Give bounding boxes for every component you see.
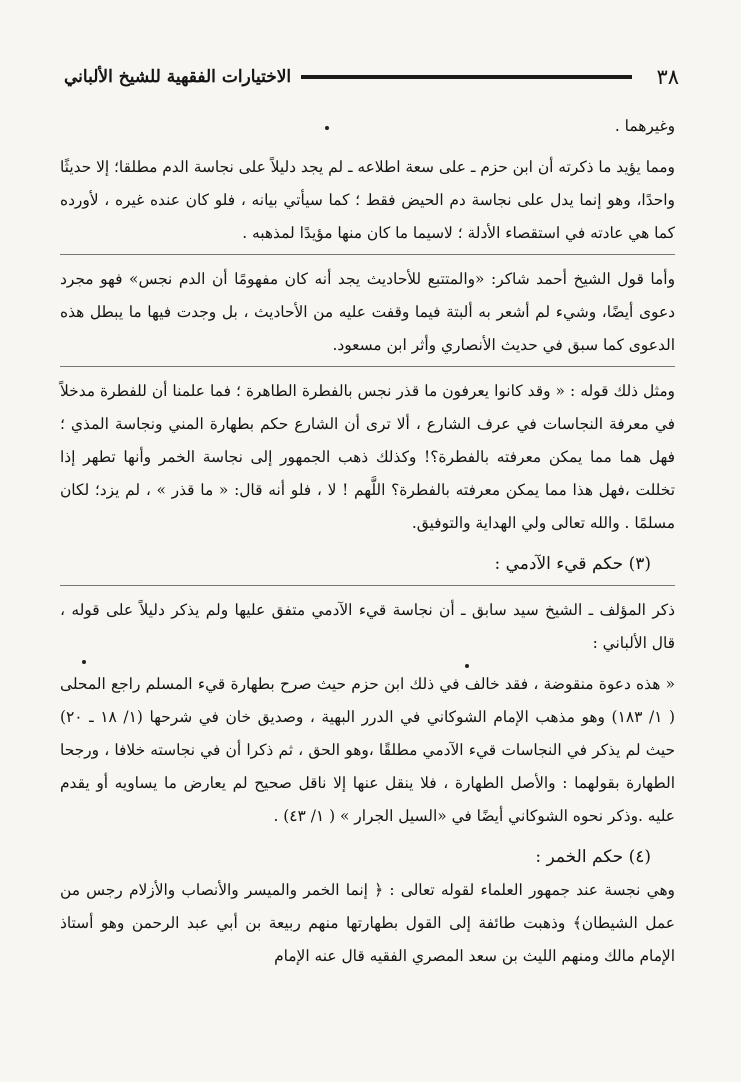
page-number: ٣٨ xyxy=(656,65,679,89)
paragraph-shakir: وأما قول الشيخ أحمد شاكر: «والمتتبع للأحاديث يجد أنه كان مفهومًا أن الدم نجس» فهو مجرد دعوى أيضًا، وشيء لم أشعر به ألبتة فيما وقفت عليه من الأحاديث ، بل وجدت فيها ما يبطل هذه الدعوى كما سبق في حديث الأنصاري وأثر ابن مسعود. xyxy=(60,270,675,354)
paragraph-albani-quote: « هذه دعوة منقوضة ، فقد خالف في ذلك ابن حزم حيث صرح بطهارة قيء المسلم راجع المحلى ( ١/ ١٨٣) وهو مذهب الإمام الشوكاني في الدرر البهية ، وصديق خان في شرحها (١/ ١٨ ـ ٢٠) حيث لم يذكر في النجاسات قيء الآدمي مطلقًا ،وهو الحق ، ثم ذكرا أن في نجاسته خلافا ، ورجحا الطهارة بقولهما : والأصل الطهارة ، فلا ينقل عنها إلا ناقل صحيح لم يعارض ما يساويه أو يقدم عليه .وذكر نحوه الشوكاني أيضًا في «السيل الجرار » ( ١/ ٤٣) . xyxy=(60,675,676,825)
separator-line xyxy=(60,254,675,255)
page-header xyxy=(64,60,679,94)
separator-line xyxy=(60,366,675,367)
section-heading-wine: (٤) حكم الخمر : xyxy=(535,847,651,867)
ink-speck xyxy=(82,660,86,664)
ink-speck xyxy=(465,664,469,668)
section-heading-vomit: (٣) حكم قيء الآدمي : xyxy=(494,554,651,574)
paragraph-wine: وهي نجسة عند جمهور العلماء لقوله تعالى : ﴿ إنما الخمر والميسر والأنصاب والأزلام رجس من عمل الشيطان﴾ وذهبت طائفة إلى القول بطهارتها منهم ربيعة بن أبي عبد الرحمن وهو أستاذ الإمام مالك ومنهم الليث بن سعد المصري الفقيه قال عنه الإمام xyxy=(60,881,675,965)
separator-line xyxy=(60,585,675,586)
running-title: الاختيارات الفقهية للشيخ الألباني xyxy=(64,67,292,87)
paragraph-ibn-hazm: ومما يؤيد ما ذكرته أن ابن حزم ـ على سعة اطلاعه ـ لم يجد دليلاً على نجاسة الدم مطلقا؛ إلا حديثًا واحدًا، وهو إنما يدل على نجاسة دم الحيض فقط ؛ كما سيأتي بيانه ، فلو كان عنده غيره ، لأورده كما هي عادته في استقصاء الأدلة ؛ لاسيما ما كان منها مؤيدًا لمذهبه . xyxy=(59,158,675,242)
page-body xyxy=(60,110,675,973)
header-rule xyxy=(301,75,632,79)
paragraph-fitra: ومثل ذلك قوله : « وقد كانوا يعرفون ما قذر نجس بالفطرة الطاهرة ؛ فما علمنا أن للفطرة مدخلاً في معرفة النجاسات في عرف الشارع ، ألا ترى أن الشارع حكم بطهارة المني ونجاسة المذي ؛ فهل هما مما يمكن معرفته بالفطرة؟! وكذلك ذهب الجمهور إلى نجاسة الخمر وأنها تطهر إذا تخللت ،فهل هذا مما يمكن معرفته بالفطرة؟ اللَّهم ! لا ، فلو أنه قال: « ما قذر » ، لم يزد؛ لكان مسلمًا . والله تعالى ولي الهداية والتوفيق. xyxy=(60,382,675,532)
paragraph-continuation: وغيرهما . xyxy=(614,117,675,135)
ink-speck xyxy=(325,126,329,130)
paragraph-author-claim: ذكر المؤلف ـ الشيخ سيد سابق ـ أن نجاسة قيء الآدمي متفق عليها ولم يذكر دليلاً على قوله ، قال الألباني : xyxy=(60,601,675,652)
